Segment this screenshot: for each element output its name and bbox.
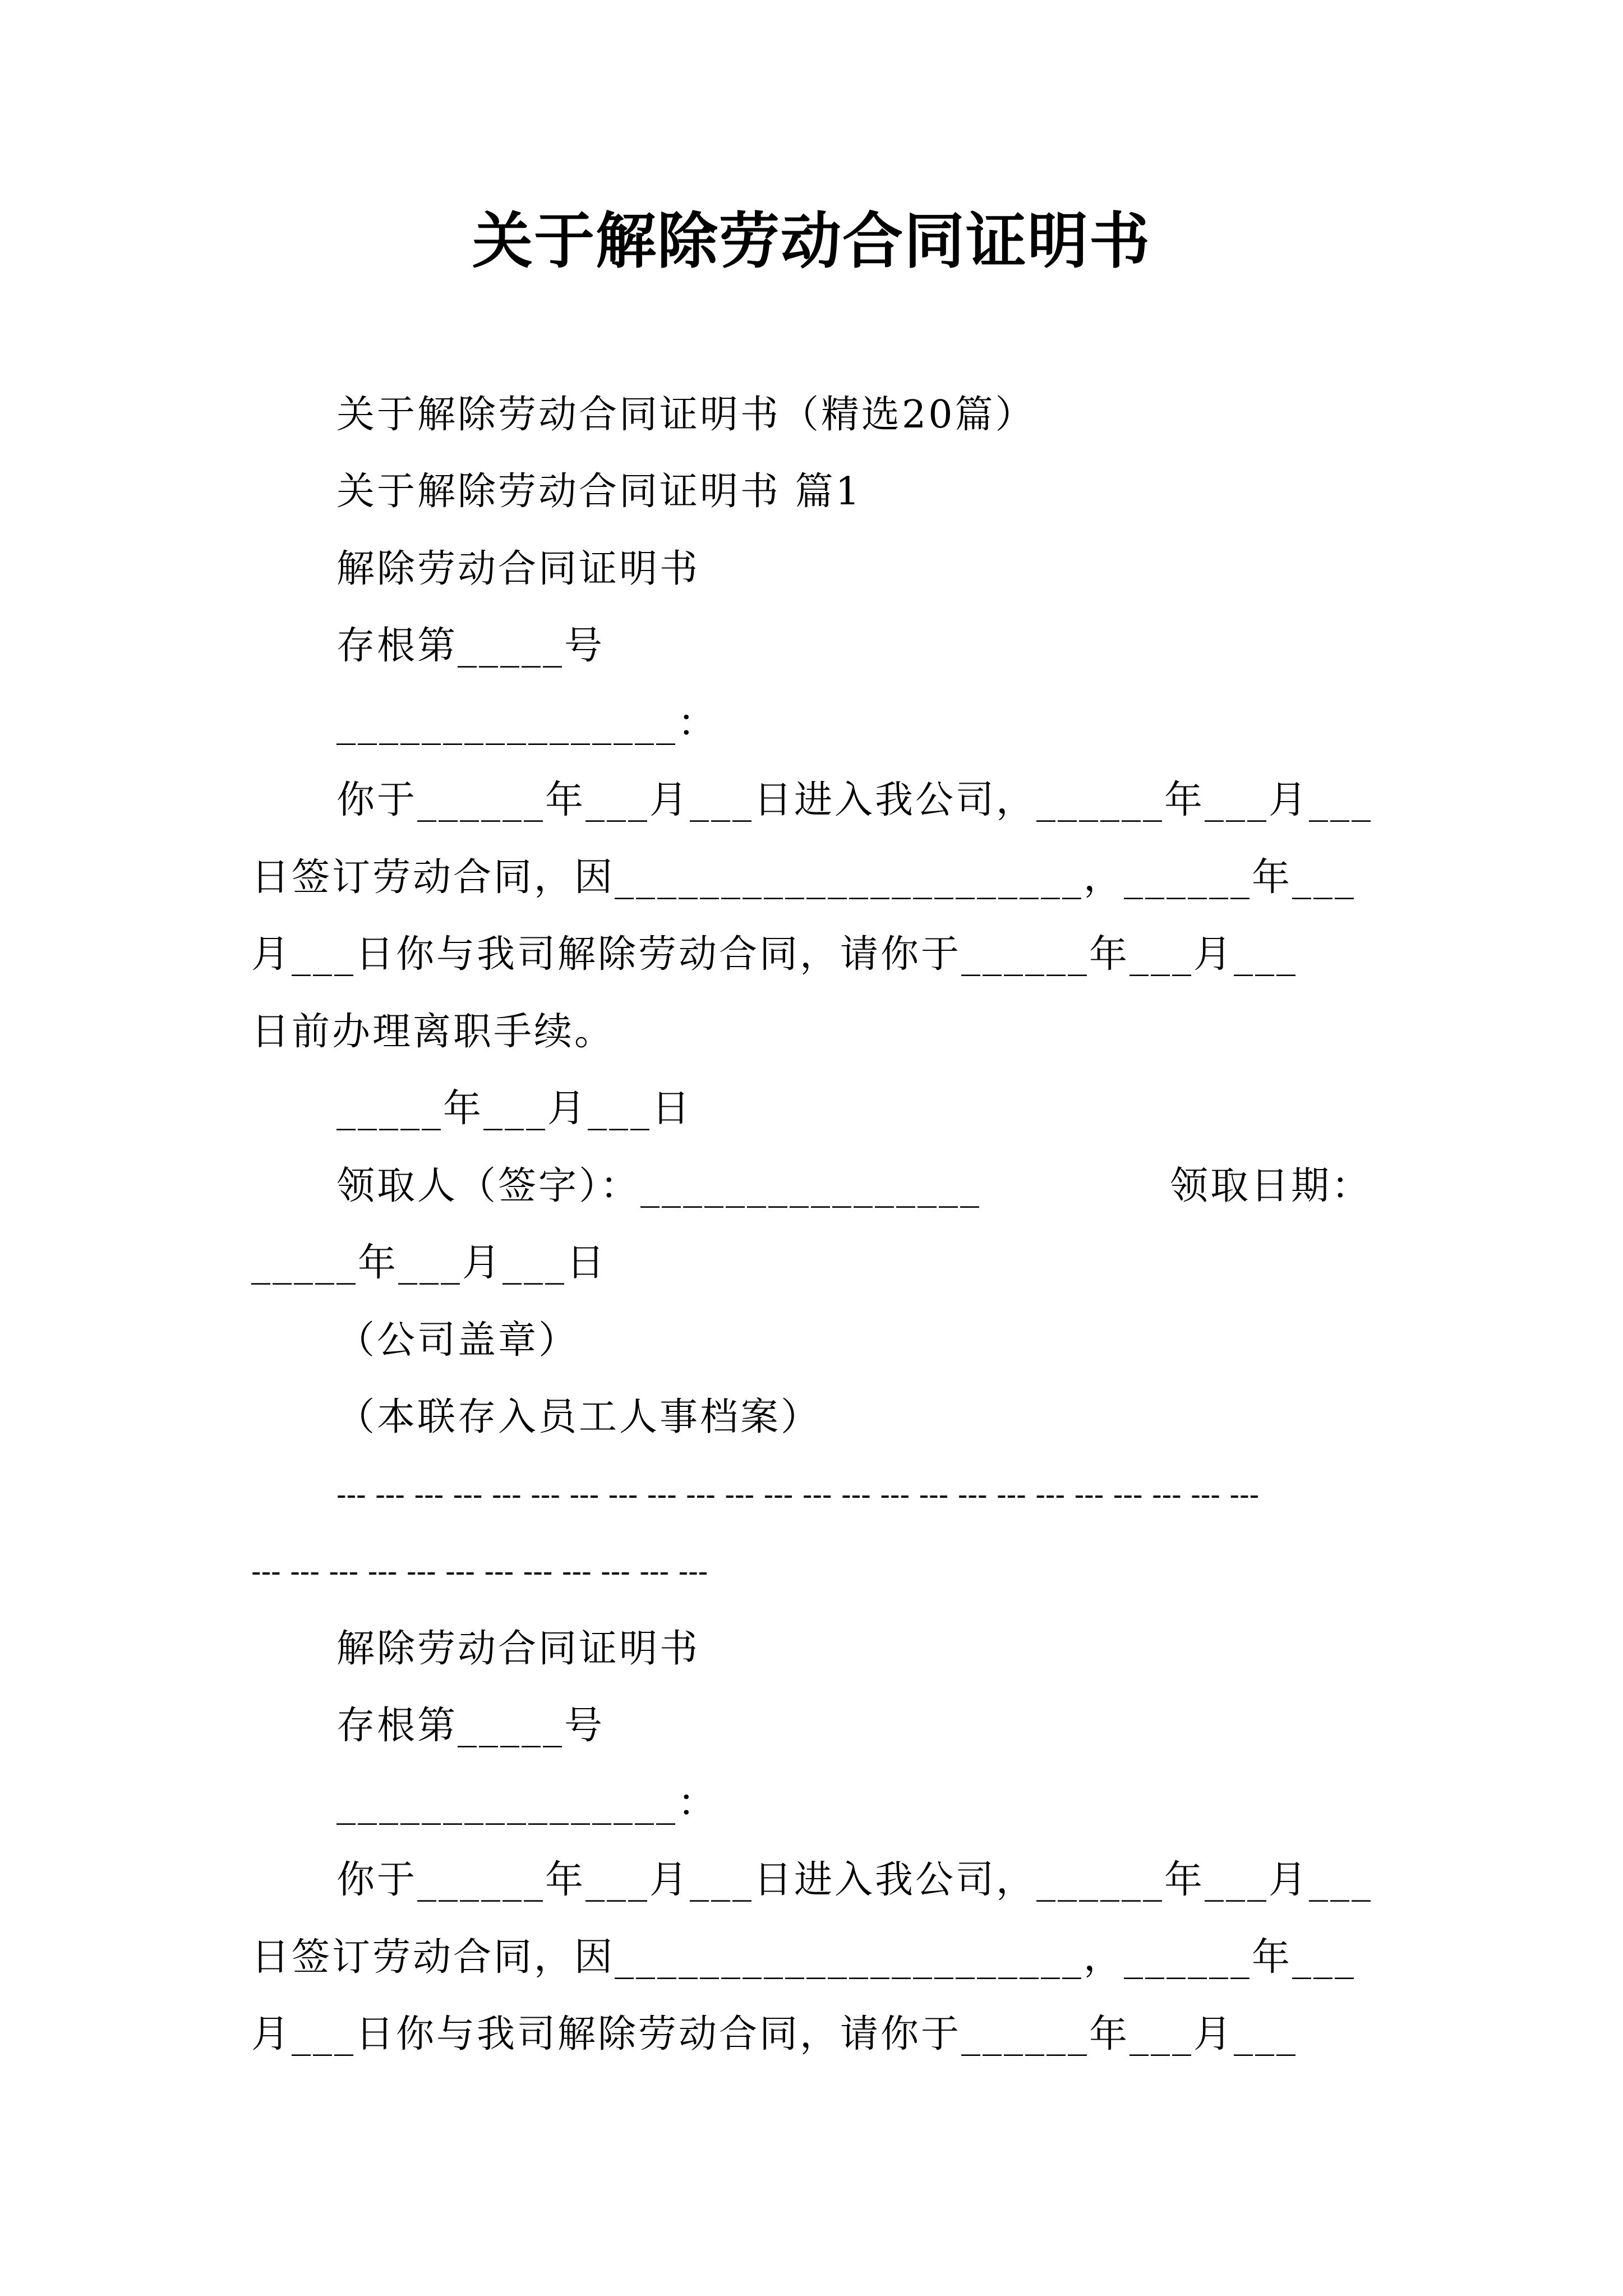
section-heading: 关于解除劳动合同证明书 篇1: [336, 470, 862, 514]
stub-number-line: 存根第_____号: [336, 1704, 605, 1748]
body-text-line: 日前办理离职手续。: [251, 1010, 615, 1054]
body-text-line: 日签订劳动合同，因______________________，______年___: [251, 1935, 1357, 1980]
signature-line: 领取人（签字）：________________: [336, 1164, 982, 1208]
receive-date-label: 领取日期：: [1169, 1164, 1372, 1208]
date-line: _____年___月___日: [336, 1087, 693, 1131]
archive-note: （本联存入员工人事档案）: [336, 1395, 822, 1439]
certificate-heading: 解除劳动合同证明书: [336, 1627, 700, 1671]
body-text-line: 你于______年___月___日进入我公司，______年___月___: [336, 1858, 1373, 1902]
company-seal-note: （公司盖章）: [336, 1318, 579, 1363]
recipient-line: ________________：: [336, 701, 718, 746]
certificate-heading: 解除劳动合同证明书: [336, 547, 700, 591]
body-text-line: 月___日你与我司解除劳动合同，请你于______年___月___: [251, 932, 1298, 977]
cut-line: --- --- --- --- --- --- --- --- --- --- --- --- --- --- --- --- --- --- --- --- --- --- --- ---: [336, 1478, 1260, 1512]
body-text-line: 日签订劳动合同，因______________________，______年___: [251, 855, 1357, 900]
receive-date-line: _____年___月___日: [251, 1241, 607, 1285]
page-title: 关于解除劳动合同证明书: [472, 206, 1151, 277]
stub-number-line: 存根第_____号: [336, 624, 605, 668]
cut-line: --- --- --- --- --- --- --- --- --- --- --- ---: [251, 1555, 708, 1589]
body-text-line: 你于______年___月___日进入我公司，______年___月___: [336, 778, 1373, 822]
recipient-line: ________________：: [336, 1781, 718, 1825]
subtitle-line: 关于解除劳动合同证明书（精选20篇）: [336, 393, 1036, 437]
body-text-line: 月___日你与我司解除劳动合同，请你于______年___月___: [251, 2012, 1298, 2056]
